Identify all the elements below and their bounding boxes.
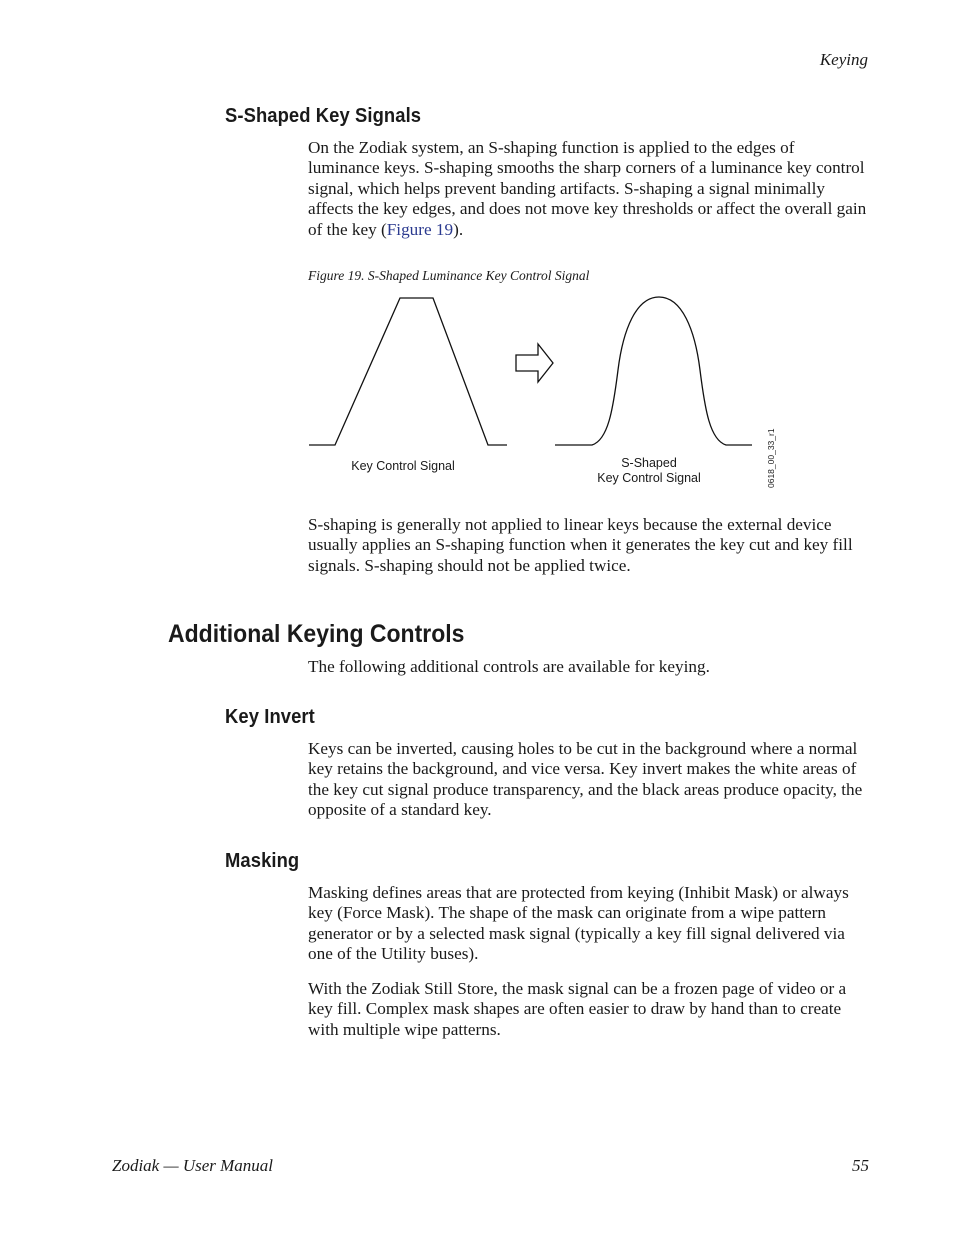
s-shaped-signal-curve	[555, 297, 752, 445]
masking-paragraph-1: Masking defines areas that are protected from keying (Inhibit Mask) or always key (Force Mask). The shape of the mask can originate from a wipe pattern generator or by a selected mask signal (typically a key fill signal delivered via one of the Utility buses).	[308, 883, 849, 964]
paragraph-text-end: ).	[453, 219, 464, 239]
section-heading-key-invert: Key Invert	[225, 706, 315, 728]
key-control-signal-label: Key Control Signal	[351, 459, 455, 473]
trapezoid-signal-curve	[309, 298, 507, 445]
figure-caption: Figure 19. S-Shaped Luminance Key Control Signal	[308, 268, 590, 283]
footer-page-number: 55	[852, 1156, 869, 1175]
s-shaping-intro-paragraph	[308, 138, 870, 240]
section-heading-additional-keying-controls: Additional Keying Controls	[168, 620, 465, 648]
running-head: Keying	[819, 50, 868, 69]
transform-arrow-icon	[516, 344, 553, 382]
figure-id: 0618_00_33_r1	[766, 428, 776, 488]
paragraph-text: On the Zodiak system, an S-shaping function is applied to the edges of luminance keys. S-shaping smooths the sharp corners of a luminance key control signal, which helps prevent banding artifacts. S-shaping a signal minimally affects the key edges, and does not move key thresholds or affect the overall gain of the key (	[308, 138, 867, 239]
additional-controls-intro: The following additional controls are available for keying.	[308, 657, 710, 676]
key-invert-paragraph: Keys can be inverted, causing holes to be cut in the background where a normal key retains the background, and vice versa. Key invert makes the white areas of the key cut signal produce transparency, and the black areas produce opacity, the opposite of a standard key.	[308, 739, 863, 820]
figure-19-diagram	[300, 290, 780, 500]
s-shaped-label-line2: Key Control Signal	[597, 471, 701, 485]
section-heading-s-shaped-key-signals: S-Shaped Key Signals	[225, 105, 422, 127]
s-shaping-linear-keys-paragraph: S-shaping is generally not applied to linear keys because the external device usually applies an S-shaping function when it generates the key cut and key fill signals. S-shaping should not be applied twice.	[308, 515, 853, 575]
footer-manual-title: Zodiak — User Manual	[112, 1156, 274, 1175]
section-heading-masking: Masking	[225, 850, 300, 872]
figure-19-link[interactable]: Figure 19	[386, 219, 454, 239]
s-shaped-key-control-signal-label	[579, 456, 719, 486]
masking-paragraph-2: With the Zodiak Still Store, the mask signal can be a frozen page of video or a key fill. Complex mask shapes are often easier to draw by hand than to create with multiple wipe patterns.	[308, 979, 847, 1039]
s-shaped-label-line1: S-Shaped	[621, 456, 677, 470]
